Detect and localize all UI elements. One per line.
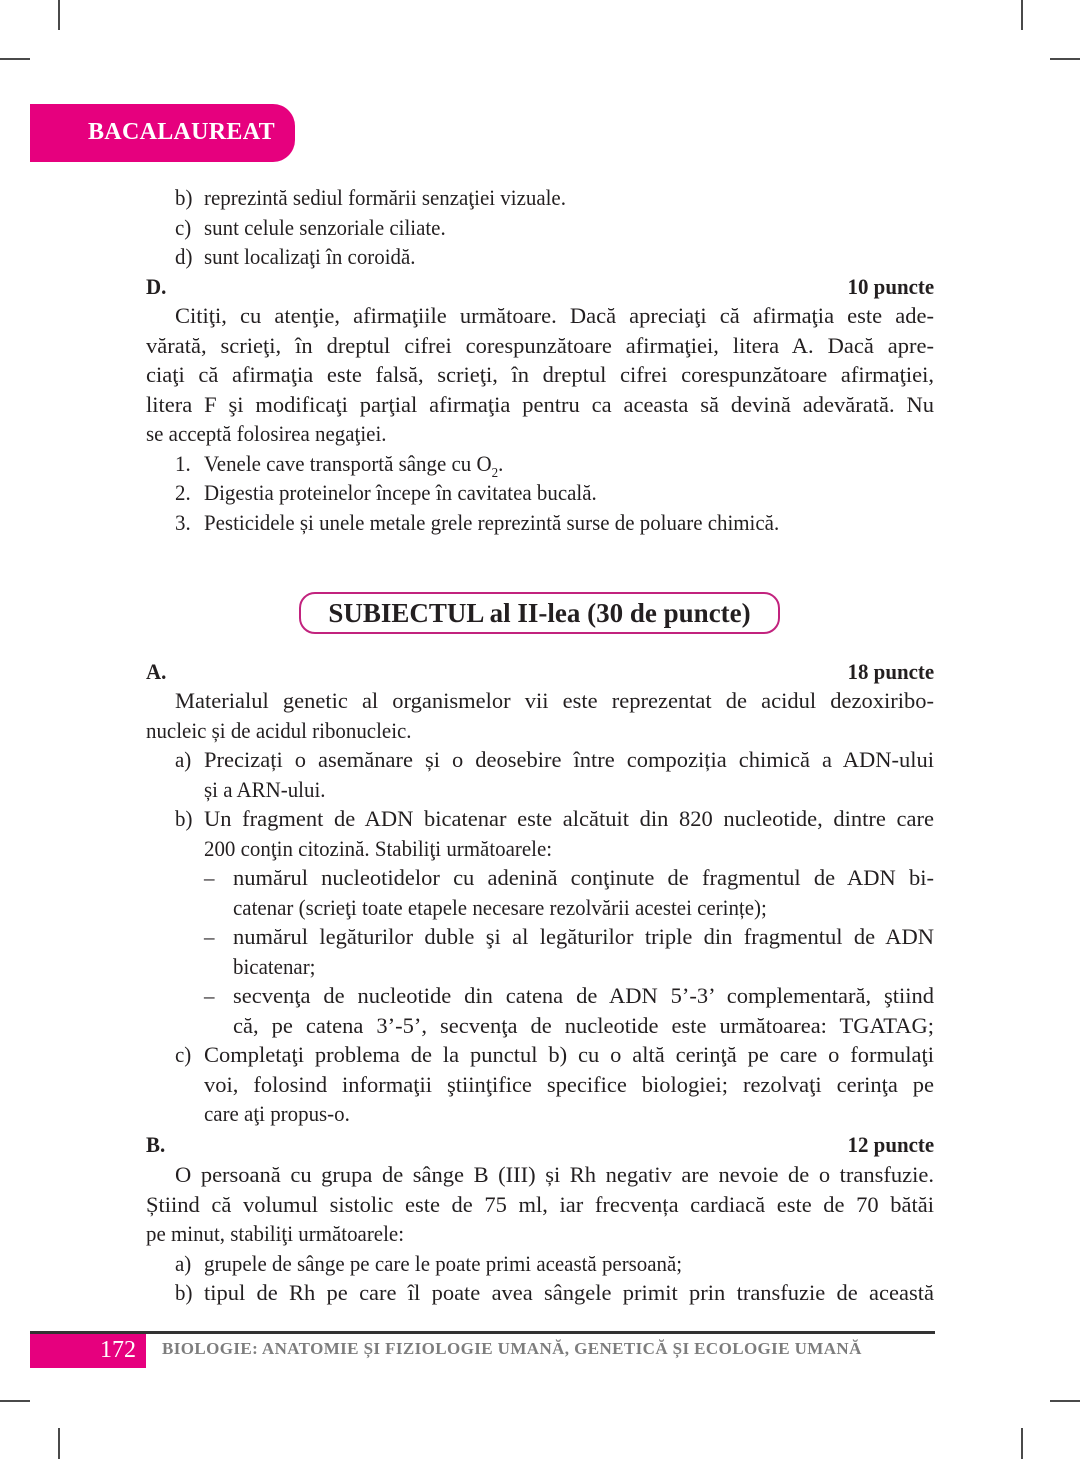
section-points: 18 puncte: [847, 659, 934, 684]
section-points: 10 puncte: [847, 274, 934, 299]
crop-mark: [58, 0, 60, 30]
book-title: BIOLOGIE: ANATOMIE ȘI FIZIOLOGIE UMANĂ, GENETICĂ ȘI ECOLOGIE UMANĂ: [162, 1339, 862, 1358]
crop-mark: [1050, 58, 1080, 60]
header-tab: [30, 104, 295, 162]
subject-title: SUBIECTUL al II-lea (30 de puncte): [328, 598, 751, 628]
subject-title-box: [299, 592, 780, 634]
footer-rule: [30, 1331, 935, 1334]
crop-mark: [1021, 1428, 1023, 1459]
section-label: B.: [146, 1132, 166, 1157]
crop-mark: [0, 1400, 30, 1402]
crop-mark: [1021, 0, 1023, 30]
header-tab-label: BACALAUREAT: [88, 119, 275, 145]
section-points: 12 puncte: [847, 1132, 934, 1157]
crop-mark: [58, 1428, 60, 1459]
page-number: 172: [100, 1337, 136, 1363]
page-number-box: [30, 1334, 146, 1368]
crop-mark: [1050, 1400, 1080, 1402]
section-label: D.: [146, 274, 167, 299]
crop-mark: [0, 58, 30, 60]
section-label: A.: [146, 659, 167, 684]
